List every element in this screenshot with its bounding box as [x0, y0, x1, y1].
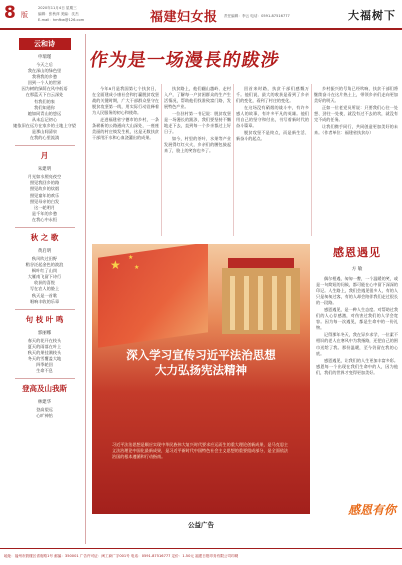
poem-line: 是千年的乡愁 — [31, 210, 58, 216]
article-column-3 — [236, 86, 309, 238]
article-paragraph: 让我们携手同行，共同创造更加美好的未来。（作者单位：福建省扶贫办） — [314, 124, 398, 136]
poem-line: 有我们的家 — [34, 98, 55, 104]
building-pillar — [244, 276, 249, 330]
essay-title: 感恩遇见 — [333, 246, 381, 259]
poster-body-text: 习近平法治思想是顺应实现中华民族伟大复兴时代要求应运而生的重大理论创新成果，是马克思主义法治理论中国化最新成果，是习近平新时代中国特色社会主义思想的重要组成部分，是全面依法治国的根本遵循和行动指南。 — [112, 442, 289, 459]
sidebar-author-1: 申瑞瑾 — [37, 55, 52, 60]
article-column-4 — [314, 86, 398, 238]
sidebar-divider — [15, 309, 75, 310]
essay-paragraph: 偶尔相遇，匆匆一瞥，一个温暖的笑，或是一句简短的问候，都可能在心中留下深深的印记。人生路上，我们会遇见很多人，有的人只是匆匆过客，有的人却会陪伴我们走过很长的一段路。 — [316, 276, 398, 306]
sidebar-poem-3 — [4, 256, 85, 305]
poem-line: 夏天的雨落在叶上 — [27, 343, 62, 349]
poem-line: 在我的心里流淌 — [29, 135, 60, 141]
poem-line: 这一轮明月 — [34, 204, 55, 210]
poem-line: 大雁南飞留下诗行 — [27, 274, 62, 280]
corner-illustration-text: 感恩有你 — [348, 503, 397, 517]
poem-line: 我在深山的绿色里 — [27, 68, 62, 74]
building-pillar — [286, 276, 291, 330]
sidebar-head-5: 登高及山我斯 — [22, 384, 67, 394]
poem-line: 心旷神怡 — [36, 413, 53, 419]
poem-line: 春天的花开在枝头 — [27, 337, 62, 343]
article-title: 作为是一场漫長的跋涉 — [88, 50, 282, 71]
poem-line: 我将我的乡愁 — [31, 74, 58, 80]
column-divider — [161, 84, 162, 236]
sidebar-divider — [15, 378, 75, 379]
page-number: 8 — [4, 3, 16, 23]
sidebar-author-2: 朱建明 — [37, 167, 52, 173]
essay-paragraph: 感恩遇见，是一种人生态度。对帮助过我们的人心存感激，对伤害过我们的人学会宽容。因为每一次遇见，都是生命中的一份礼物。 — [316, 307, 398, 331]
sidebar-head-1: 云和诗 — [19, 38, 71, 50]
issue-date: 2020年11月4日 星期三 — [38, 6, 77, 10]
essay-author: 方 敏 — [351, 267, 363, 272]
page-footer — [0, 548, 402, 565]
poem-line: 秋天是一首歌 — [31, 292, 58, 298]
public-service-poster — [92, 244, 310, 514]
section-editor-info: 责任编辑：李云 电话：0591-87516777 — [224, 14, 290, 18]
building-pillar — [258, 276, 263, 330]
poster-caption: 公益广告 — [188, 521, 214, 529]
star-icon: ★ — [110, 258, 121, 272]
building-roof — [228, 258, 294, 268]
article-paragraph: 走进福建省宁德市的乡村，一条条崭新的公路通向大山深处，一座座美丽的村庄焕发生机，这是无数扶贫干部用汗水和心血浇灌出的成果。 — [92, 117, 159, 141]
poem-line: 她如同青山的悠远 — [27, 110, 62, 116]
poem-line: 今天之后 — [36, 62, 53, 67]
sidebar-poem-2 — [4, 174, 85, 223]
footer-text: 地址：福州市鼓楼区省府路1号 邮编：350001 广告许可证：闽工商广字001号 电话：0591-87516777 定价：1.50元 福建日报印务有限公司印刷 — [4, 554, 239, 558]
article-paragraph: 在这场没有硝烟的战斗中，有许多感人的故事，有许多平凡的英雄。他们用自己的坚守和付出，书写着新时代的奋斗篇章。 — [236, 105, 309, 129]
poem-line: 在我心中永恒 — [31, 216, 58, 222]
poem-line: 照见故乡的炊烟 — [29, 186, 60, 192]
essay-column — [316, 240, 398, 377]
poem-line: 秋风吹过田野 — [31, 255, 58, 261]
sidebar-head-2: 月 — [40, 151, 49, 161]
poem-line: 秋天的果挂满枝头 — [27, 349, 62, 355]
poem-line: 从未忘记初心 — [31, 116, 58, 122]
article-paragraph: 一位驻村第一书记说：脱贫攻坚是一场漫长的跋涉，我们要坚持不懈地走下去，直到每一个乡亲都过上好日子。 — [164, 111, 231, 135]
poem-line: 写在农人的脸上 — [29, 286, 60, 292]
star-icon: ★ — [134, 264, 140, 271]
poem-line: 登高望远 — [36, 407, 53, 413]
building-pillar — [272, 276, 277, 330]
column-divider — [233, 84, 234, 236]
essay-body — [316, 276, 398, 376]
poem-line: 月光如水照亮夜空 — [27, 174, 62, 180]
article-column-1 — [92, 86, 159, 238]
corner-illustration — [346, 497, 398, 527]
poem-line: 四季轮回 — [36, 362, 53, 368]
poem-line: 照见母亲的白发 — [29, 198, 60, 204]
star-icon: ★ — [128, 254, 134, 261]
sidebar-divider — [15, 227, 75, 228]
sidebar-poem-1 — [4, 62, 85, 141]
column-divider — [311, 84, 312, 236]
essay-paragraph: 记得那年冬天，我在异乡求学，一位素不相识的老人在寒风中为我指路，还把自己的围巾送给了我。那份温暖，至今仍留在我的心底。 — [316, 332, 398, 356]
poem-line: 照见我回乡的路 — [29, 180, 60, 186]
newspaper-name: 福建妇女报 — [150, 10, 218, 25]
poem-line: 收获的喜悦 — [34, 280, 55, 286]
section-title: 大福树下 — [348, 9, 396, 22]
article-paragraph: 回首来时路，扶贫干部们感慨万千。他们说，最大的收获是看到了乡亲们的变化，看到了村庄的变化。 — [236, 86, 309, 104]
hall-building-graphic — [222, 258, 300, 336]
sidebar-poem-4 — [4, 338, 85, 375]
article-paragraph: 今年8月是我国第七个扶贫日，在全面建成小康社会和打赢脱贫攻坚战的关键时期，广大干部群众坚守在脱贫攻坚第一线，用实际行动诠释着为人民服务的初心和使命。 — [92, 86, 159, 116]
poem-line: 冬天的雪覆盖大地 — [27, 356, 62, 361]
poem-line: 她依旧在远方在家乡的土地上守望 — [13, 122, 76, 128]
poster-title — [92, 348, 310, 378]
sidebar-head-3: 秋 之 歌 — [30, 232, 59, 242]
page-number-suffix: 版 — [21, 11, 28, 19]
poster-title-line: 大力弘扬宪法精神 — [155, 363, 247, 377]
poem-line: 回到一个人的世界 — [27, 80, 62, 86]
poem-line: 因为树的绿荫在风中低语 — [21, 86, 68, 92]
article-paragraph: 如今，村里的茶叶、水果等产业发展得红红火火，乡亲们的腰包鼓起来了，脸上的笑容也多了。 — [164, 136, 231, 154]
editor-line: 编辑：张秋萍 美编：沈杰 — [38, 12, 79, 16]
email-line: E-mail：hmfkw@126.com — [38, 18, 85, 22]
poem-line: 在那蓝天下白云深处 — [25, 92, 64, 98]
poem-line: 是那山间清泉 — [31, 129, 58, 135]
sidebar-author-3: 黄启明 — [37, 248, 52, 254]
poem-line: 枫叶红了山岗 — [31, 268, 58, 274]
article-paragraph: 正如一位老党员所说：只要我们心往一处想、劲往一处使，就没有过不去的坎，就没有完不成的任务。 — [314, 105, 398, 123]
article-title-banner — [90, 46, 398, 78]
sidebar-author-4: 郭丽娜 — [37, 330, 52, 336]
sidebar-author-5: 林建华 — [37, 400, 52, 406]
sidebar-divider — [15, 145, 75, 146]
poster-title-line: 深入学习宣传习近平法治思想 — [126, 348, 276, 362]
poem-line: 我们知道你 — [34, 104, 55, 110]
essay-paragraph: 感恩遇见，让我们的人生更加丰富多彩。感恩每一个出现在我们生命中的人，因为他们，我们的世界才变得更加美好。 — [316, 357, 398, 375]
article-paragraph: 扶贫路上，他们翻山越岭、走村入户，了解每一户贫困群众的生产生活情况，帮助他们找准致富门路，发展特色产业。 — [164, 86, 231, 110]
page-header — [0, 0, 402, 30]
poetry-sidebar — [4, 34, 86, 544]
poem-line: 稻谷泛起金色的波浪 — [25, 262, 64, 268]
building-pillar — [230, 276, 235, 330]
sidebar-head-4: 句 枝 叶 鸣 — [25, 314, 64, 324]
poem-line: 唱响丰收的乐章 — [29, 298, 60, 304]
article-column-2 — [164, 86, 231, 238]
article-paragraph: 乡村振兴的号角已经吹响，扶贫干部们将继续奋斗在这片热土上，带领乡亲们走向更加美好的明天。 — [314, 86, 398, 104]
sidebar-poem-5 — [4, 407, 85, 419]
poem-line: 照见童年的欢乐 — [29, 192, 60, 198]
article-paragraph: 脱贫攻坚不是终点，而是新生活、新奋斗的起点。 — [236, 130, 309, 142]
poem-line: 生命不息 — [36, 368, 53, 374]
